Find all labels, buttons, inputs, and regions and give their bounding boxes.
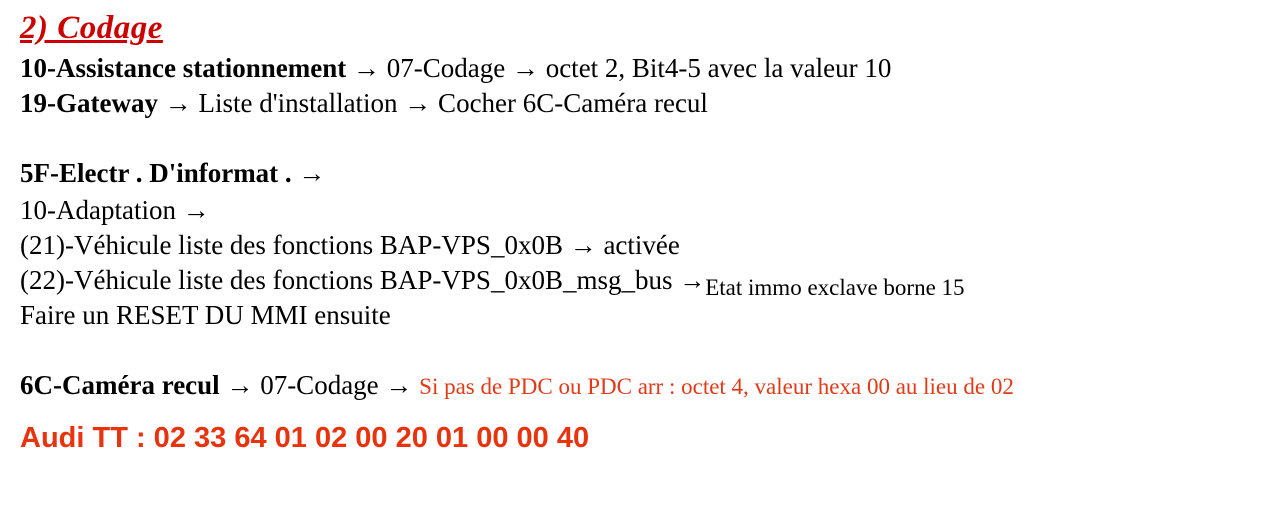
module-label-19-gateway: 19-Gateway	[20, 88, 158, 118]
coding-step-gateway	[20, 89, 708, 119]
reset-instruction-text: Faire un RESET DU MMI ensuite	[20, 300, 391, 330]
reset-instruction	[20, 301, 391, 331]
coding-step-electr-informat	[20, 159, 325, 189]
adaptation-channel-21	[20, 231, 680, 261]
coding-step-gateway-detail: → Liste d'installation → Cocher 6C-Caméra recul	[157, 88, 708, 118]
adaptation-channel-22	[20, 265, 965, 300]
audi-tt-coding-value: Audi TT : 02 33 64 01 02 00 20 01 00 00 40	[20, 422, 590, 454]
arrow-icon: →	[679, 266, 706, 295]
coding-step-camera-recul	[20, 371, 1014, 401]
adaptation-channel-22-value: Etat immo exclave borne 15	[705, 275, 965, 300]
coding-step-assistance-stationnement	[20, 54, 891, 84]
page-title: 2) Codage	[20, 10, 163, 46]
coding-note-pdc: Si pas de PDC ou PDC arr : octet 4, valeur hexa 00 au lieu de 02	[419, 374, 1014, 399]
adaptation-channel-21-text: (21)-Véhicule liste des fonctions BAP-VPS_0x0B → activée	[20, 230, 680, 260]
module-label-10-assistance-stationnement: 10-Assistance stationnement	[20, 53, 347, 83]
module-label-6c-camera-recul: 6C-Caméra recul	[20, 370, 220, 400]
coding-step-assistance-stationnement-detail: → 07-Codage → octet 2, Bit4-5 avec la valeur 10	[346, 53, 892, 83]
coding-step-camera-recul-mid: → 07-Codage →	[219, 370, 420, 400]
audi-tt-coding-string	[20, 423, 589, 455]
coding-step-adaptation	[20, 196, 210, 226]
adaptation-label: 10-Adaptation →	[20, 195, 210, 225]
adaptation-channel-22-text: (22)-Véhicule liste des fonctions BAP-VPS_0x0B_msg_bus	[20, 265, 673, 295]
module-label-5f-electr-informat: 5F-Electr . D'informat . →	[20, 158, 326, 188]
